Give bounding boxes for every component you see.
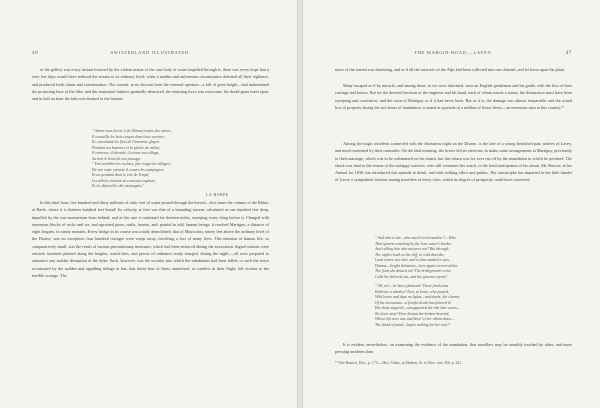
right-footnote: * Vide Bourrit, Dict., p. 173.—Hist. Valais, as Drehen, St. et Alex. vers 456, p. 221. [335, 361, 463, 365]
verse-line: Au loin le bruit de son passage: [92, 156, 142, 161]
verse-line: De son vaste carnèse il couvre les campagnes, [92, 167, 165, 172]
left-verse-quote [92, 129, 242, 197]
verse-line: Les débris croisent au coursant englouti, [92, 178, 156, 183]
verse-line: " And who is she—that much-loved maiden ?—Who, [375, 236, 457, 240]
right-paragraph-1: noise of the torrent was deafening, and as if all the cataracts of the Alps had been collected into one channel, and let loose upon the plain. [335, 67, 565, 72]
right-verse-quote [375, 236, 525, 328]
verse-line: Embrace a shadow! Now, at leave, who passed, [375, 289, 450, 294]
right-page-number: 47 [565, 50, 572, 56]
verse-attribution: LA HARPE. [206, 191, 230, 197]
right-paragraph-3: Among the tragic incidents connected with the disastrous night on the Dranse, is the fate of a young betrothed pair, natives of Lavey, and much esteemed by their comrades. On the fatal morning, the lovers left its environs, to make some arrangements at Martigny, previously to their marriage, which was to be solemnized on his return; but this return was for ever cut off by the inundation in which he perished. The shock was fatal to the reason of the unhappy survivor, who still continues her watch, in the fond anticipation of his return. Mr. Roscoe, in his Annual for 1830, has introduced this episode in detail, and with striking effect and pathos. The catastrophe has imparted to the little hamlet of Lavey a sympathetic interest among travellers of every class, which no degree of prosperity could have conferred. [335, 141, 572, 183]
verse-line: Il tressaille les bois conçus dans leurs racines; [92, 134, 165, 139]
verse-line: And calling him who answers not? But through [375, 247, 449, 251]
verse-line: Her deep anguish!—unsupported the tide that waves— [375, 306, 461, 310]
verse-line: Il renverse, il ébranle, il creuse son sillage, [92, 151, 160, 155]
verse-line: The death of mind—hopes nothing for her now!" [375, 322, 451, 327]
right-paragraph-2: Many escaped as if by miracle; and among these, as we were informed, were an English gentleman and his guide, with the loss of their carriage and horses. But for the devoted heroism of the engineer and his band, each of whom merits a statue, the destruction must have been sweeping and conclusive, and the town of Martigny as if it had never been. But as it is, the damage was almost irreparable; and the actual loss of property during the two hours of inundation, is stated at upwards of a million of Swiss livres—an enormous sum in this country.* [335, 83, 572, 110]
verse-line: Et les dépouilles des montagnes." [92, 184, 145, 188]
verse-line: Et, entraînant les flots de l'immense glaçon [92, 140, 160, 144]
verse-line: Whose life now was and hers! to her whom draw— [375, 317, 455, 321]
verse-line: Loud voices rise that, and in that maiden's eyes, [375, 258, 450, 262]
left-page-header [32, 50, 269, 58]
left-paragraph-2: In this brief hour, five hundred and thirty millions of cubic feet of water poured through the breach—five times the volume of the Rhine, at Basle, where it is thirteen hundred feet broad! Its velocity at first was that of a bounding torrent, calculated at one hundred feet deep, impelled by the vast momentum from behind; and at this rate it continued for thirteen miles, sweeping every thing before it. Charged with enormous blocks of rocks and ice, and uprooted pines, cattle, houses, and, painful to add, human beings, it reached Martigny, a distance of eight leagues, in ninety minutes. Every bridge in its course was totally demolished; that of Mauvoisin, ninety feet above the ordinary level of the Dranse, was no exception; four hundred cottages were swept away, involving a loss of many lives. This mention of human life, so comparatively small, was the result of various precautionary measures, which had been enforced during the excavation. Signal stations were erected; sentinels planted along the heights; watch-fires, and pieces of ordnance ready charged, during the night;—all were prepared to announce any sudden disruption of the dyke. Such, however, was the security into which the inhabitants had been lulled, or such the terror occasioned by the sudden and appalling tidings at last, that thirty-four of them, unadvised, or careless in their flight, fell victims to the terrible scourge. The [32, 200, 269, 278]
verse-line: " Aimez-vous forcer à (le Hénau) toutes des ruines, [92, 129, 172, 133]
verse-line: That sparest watching by the lone water's border, [375, 241, 452, 246]
left-paragraph-1: of the gallery was every instant lowered by the violent action of the vast body of water impelled through it, there was every hope that a very few days would have reduced the stream to its ordinary level; when a sudden and unforeseen circumstance defeated all their vigilance, and produced fresh alarm and consternation. The current, in its descent from the external aperture—a fall of great height—had undermined the projecting base of the dike; and this important buttress gradually destroyed, the retaining force was overcome, the dread-gates burst open, and in half an hour the lake was drained to the bottom. [32, 67, 269, 102]
left-page [0, 0, 298, 408]
verse-line: No lover near! How distant the broken-hearted, [375, 311, 450, 316]
right-running-title: THE MARGIN-ROAD.—LAVEY. [414, 50, 493, 55]
verse-line: Pendant ses hauteurs et la plaine du vallon, [92, 145, 161, 150]
left-page-number: 46 [32, 50, 39, 56]
verse-line: " Oh, no!—he but a phantom! Those fond arms [375, 284, 449, 288]
verse-line: " Fait trembler les rochers, fait rougir les villages; [92, 162, 171, 166]
right-page-header [335, 50, 572, 58]
verse-line: Calls his beloved one, and the grooms rejoice! [375, 274, 448, 279]
left-running-title: SWITZERLAND ILLUSTRATED. [110, 50, 191, 55]
verse-line: The form she doated on? The bridegroom's voice [375, 269, 452, 273]
right-page [302, 0, 600, 408]
verse-line: Et au pendant deux le cris de Tempé, [92, 173, 150, 177]
verse-line: Dismay—bright delusions—love again recovered her [375, 263, 458, 268]
verse-line: Of his inconstant—a fearful death has fettered it! [375, 300, 452, 305]
verse-line: Wild hours and days no lights—and doubt, the charms [375, 295, 460, 299]
verse-line: The night-cloud on the cliff, in wild disorder, [375, 252, 445, 257]
right-paragraph-4: It is evident, nevertheless, on examining the evidence of the inundation, that travellers may be sensibly touched by other, and more pressing incidents than [335, 342, 572, 355]
